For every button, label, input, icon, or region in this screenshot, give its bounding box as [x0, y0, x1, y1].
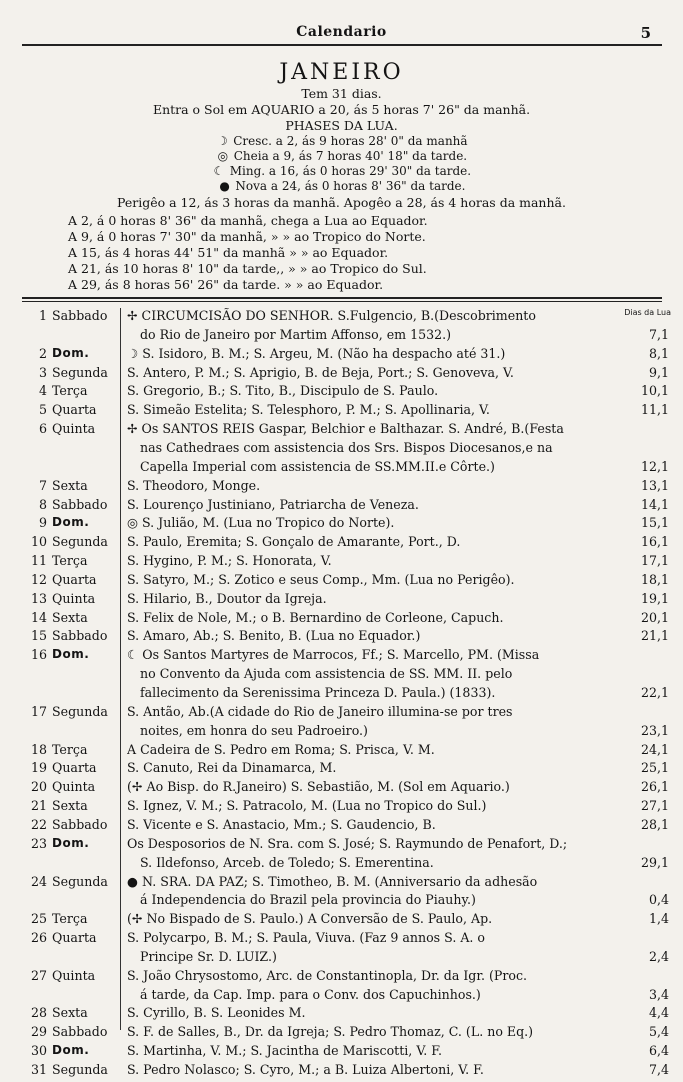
calendar-day-row: [0, 835, 683, 870]
moon-age-label: Dias da Lua: [624, 308, 671, 317]
moon-age: 14,1: [640, 496, 669, 512]
day-number: 11: [30, 553, 47, 569]
calendar-day-row: [0, 798, 683, 817]
calendar-day-row: [0, 911, 683, 930]
moon-age: 22,1: [640, 684, 669, 700]
weekday-name: Quarta: [52, 571, 97, 587]
moon-age: 6,4: [648, 1043, 669, 1059]
day-number: 16: [30, 647, 47, 663]
moon-age: 12,1: [640, 458, 669, 474]
last-quarter-moon-icon: ☾: [213, 164, 225, 178]
moon-age: 17,1: [640, 553, 669, 569]
phase-text: Cresc. a 2, ás 9 horas 28' 0" da manhã: [233, 134, 468, 148]
calendar-day-row: [0, 346, 683, 365]
moon-age: 0,4: [648, 892, 669, 908]
weekday-name: Quinta: [52, 779, 96, 795]
calendar-day-row: [0, 478, 683, 497]
moon-age: 18,1: [640, 571, 669, 587]
weekday-name: Terça: [52, 383, 88, 399]
day-entry-text: S. Antão, Ab.(A cidade do Rio de Janeiro illumina-se por tres: [127, 703, 513, 719]
moon-age: 28,1: [640, 816, 669, 832]
day-number: 28: [30, 1005, 47, 1021]
section-rule: [22, 297, 662, 299]
day-entry-text: ✢ Os SANTOS REIS Gaspar, Belchior e Balthazar. S. André, B.(Festa: [127, 421, 564, 437]
calendar-day-row: [0, 1043, 683, 1062]
weekday-name: Dom.: [52, 345, 90, 360]
day-number: 15: [30, 628, 47, 644]
day-entry-continuation: á Independencia do Brazil pela provincia do Piauhy.): [140, 892, 476, 908]
day-entry-text: ☽ S. Isidoro, B. M.; S. Argeu, M. (Não ha despacho até 31.): [127, 345, 506, 361]
moon-age: 21,1: [640, 628, 669, 644]
calendar-day-row: [0, 873, 683, 908]
day-entry-continuation: Capella Imperial com assistencia de SS.MM.II.e Côrte.): [140, 458, 495, 474]
calendar-day-row: [0, 1024, 683, 1043]
day-entry-text: S. Hygino, P. M.; S. Honorata, V.: [127, 553, 332, 569]
phase-text: Cheia a 9, ás 7 horas 40' 18" da tarde.: [233, 149, 468, 163]
day-entry-text: S. Satyro, M.; S. Zotico e seus Comp., Mm. (Lua no Perigêo).: [127, 571, 515, 587]
weekday-name: Segunda: [52, 873, 108, 889]
weekday-name: Sabbado: [52, 308, 108, 323]
moon-age: 24,1: [640, 741, 669, 757]
weekday-name: Sexta: [52, 477, 88, 493]
day-entry-continuation: noites, em honra do seu Padroeiro.): [140, 722, 368, 738]
calendar-day-row: [0, 760, 683, 779]
moon-age: 8,1: [648, 345, 669, 361]
weekday-name: Dom.: [52, 515, 90, 530]
day-entry-text: ● N. SRA. DA PAZ; S. Timotheo, B. M. (Anniversario da adhesão: [127, 873, 538, 889]
day-entry-text: S. Canuto, Rei da Dinamarca, M.: [127, 760, 337, 776]
day-number: 23: [30, 835, 47, 851]
calendar-day-row: [0, 553, 683, 572]
day-number: 17: [30, 703, 47, 719]
moon-age: 15,1: [640, 515, 669, 531]
day-entry-text: S. Vicente e S. Anastacio, Mm.; S. Gaudencio, B.: [127, 816, 436, 832]
day-entry-continuation: Principe Sr. D. LUIZ.): [140, 948, 277, 964]
calendar-day-row: [0, 383, 683, 402]
calendar-day-row: [0, 365, 683, 384]
moon-age: 5,4: [648, 1024, 669, 1040]
moon-age: 3,4: [648, 986, 669, 1002]
moon-age: 13,1: [640, 477, 669, 493]
page-header: [0, 24, 683, 42]
day-number: 19: [30, 760, 47, 776]
calendar-day-row: [0, 421, 683, 474]
day-entry-text: ✢ CIRCUMCISÃO DO SENHOR. S.Fulgencio, B.(Descobrimento: [127, 308, 536, 323]
day-entry-text: S. Polycarpo, B. M.; S. Paula, Viuva. (Faz 9 annos S. A. o: [127, 930, 486, 946]
first-quarter-moon-icon: ☽: [217, 134, 228, 148]
phase-text: Nova a 24, ás 0 horas 8' 36" da tarde.: [235, 179, 466, 193]
calendar-day-row: [0, 534, 683, 553]
weekday-name: Terça: [52, 741, 88, 757]
weekday-name: Terça: [52, 553, 88, 569]
weekday-name: Quinta: [52, 421, 96, 437]
day-number: 31: [30, 1062, 47, 1077]
day-number: 12: [30, 571, 47, 587]
day-entry-text: S. Felix de Nole, M.; o B. Bernardino de Corleone, Capuch.: [127, 609, 504, 625]
phase-first-quarter: [0, 134, 683, 148]
weekday-name: Segunda: [52, 364, 108, 380]
day-entry-continuation: do Rio de Janeiro por Martim Affonso, em 1532.): [140, 326, 452, 342]
weekday-name: Dom.: [52, 835, 90, 850]
day-entry-text: S. Pedro Nolasco; S. Cyro, M.; a B. Luiza Albertoni, V. F.: [127, 1062, 484, 1077]
calendar-day-row: [0, 930, 683, 964]
page-number: 5: [640, 24, 651, 42]
weekday-name: Quarta: [52, 760, 97, 776]
day-number: 14: [30, 609, 47, 625]
calendar-day-row: [0, 515, 683, 534]
calendar-day-row: [0, 497, 683, 516]
calendar-day-row: [0, 591, 683, 610]
day-entry-text: S. Cyrillo, B. S. Leonides M.: [127, 1005, 306, 1021]
equator-line: A 2, á 0 horas 8' 36" da manhã, chega a Lua ao Equador.: [68, 213, 428, 228]
calendar-day-row: [0, 967, 683, 1002]
day-entry-continuation: S. Ildefonso, Arceb. de Toledo; S. Emerentina.: [140, 854, 434, 870]
calendar-day-row: [0, 308, 683, 342]
weekday-name: Sexta: [52, 1005, 88, 1021]
weekday-name: Dom.: [52, 647, 90, 662]
day-entry-text: ◎ S. Julião, M. (Lua no Tropico do Norte).: [127, 515, 395, 531]
day-number: 6: [38, 421, 47, 437]
calendar-day-row: [0, 1062, 683, 1081]
equator-line: A 21, ás 10 horas 8' 10" da tarde,, » » ao Tropico do Sul.: [68, 261, 427, 276]
day-number: 9: [38, 515, 47, 531]
moon-age: 11,1: [640, 402, 669, 418]
weekday-name: Quinta: [52, 967, 96, 983]
day-number: 10: [30, 534, 47, 550]
weekday-name: Terça: [52, 911, 88, 927]
day-entry-continuation: á tarde, da Cap. Imp. para o Conv. dos Capuchinhos.): [140, 986, 481, 1002]
calendar-day-row: [0, 817, 683, 836]
day-entry-text: S. F. de Salles, B., Dr. da Igreja; S. Pedro Thomaz, C. (L. no Eq.): [127, 1024, 534, 1040]
day-entry-text: S. Antero, P. M.; S. Aprigio, B. de Beja, Port.; S. Genoveva, V.: [127, 364, 514, 380]
day-entry-text: S. Paulo, Eremita; S. Gonçalo de Amarante, Port., D.: [127, 534, 461, 550]
day-entry-continuation: nas Cathedraes com assistencia dos Srs. Bispos Diocesanos,e na: [140, 439, 553, 455]
equator-line: A 15, ás 4 horas 44' 51" da manhã » » ao Equador.: [68, 245, 389, 260]
weekday-name: Sexta: [52, 798, 88, 814]
day-number: 26: [30, 930, 47, 946]
moon-age: 27,1: [640, 798, 669, 814]
day-number: 21: [30, 798, 47, 814]
day-entry-continuation: fallecimento da Serenissima Princeza D. Paula.) (1833).: [140, 684, 496, 700]
weekday-name: Sabbado: [52, 816, 108, 832]
day-entry-text: S. Simeão Estelita; S. Telesphoro, P. M.; S. Apollinaria, V.: [127, 402, 490, 418]
phase-text: Ming. a 16, ás 0 horas 29' 30" da tarde.: [229, 164, 472, 178]
calendar-day-row: [0, 402, 683, 421]
weekday-name: Sabbado: [52, 628, 108, 644]
header-rule: [22, 44, 662, 46]
weekday-name: Quinta: [52, 590, 96, 606]
weekday-name: Quarta: [52, 930, 97, 946]
calendar-day-row: [0, 610, 683, 629]
day-number: 30: [30, 1043, 47, 1059]
calendar-day-row: [0, 779, 683, 798]
moon-age: 1,4: [648, 911, 669, 927]
moon-age: 4,4: [648, 1005, 669, 1021]
day-entry-continuation: no Convento da Ajuda com assistencia de SS. MM. II. pelo: [140, 666, 513, 682]
phase-last-quarter: [0, 164, 683, 178]
day-entry-text: Os Desposorios de N. Sra. com S. José; S. Raymundo de Penafort, D.;: [127, 835, 568, 851]
moon-age: 26,1: [640, 779, 669, 795]
moon-age: 16,1: [640, 534, 669, 550]
day-number: 24: [30, 873, 47, 889]
moon-age: 2,4: [648, 948, 669, 964]
day-number: 29: [30, 1024, 47, 1040]
calendar-day-row: [0, 572, 683, 591]
section-rule-thin: [22, 301, 662, 302]
day-entry-text: S. Amaro, Ab.; S. Benito, B. (Lua no Equador.): [127, 628, 421, 644]
day-number: 3: [38, 364, 47, 380]
day-number: 8: [38, 496, 47, 512]
moon-age: 7,4: [648, 1062, 669, 1077]
weekday-name: Sexta: [52, 609, 88, 625]
calendar-day-row: [0, 1005, 683, 1024]
month-days: Tem 31 dias.: [301, 86, 382, 101]
day-entry-text: S. Gregorio, B.; S. Tito, B., Discipulo de S. Paulo.: [127, 383, 439, 399]
day-entry-text: (✢ No Bispado de S. Paulo.) A Conversão de S. Paulo, Ap.: [127, 911, 493, 927]
moon-age: 7,1: [648, 326, 669, 342]
phases-title: PHASES DA LUA.: [285, 118, 398, 133]
day-number: 22: [30, 816, 47, 832]
moon-age: 23,1: [640, 722, 669, 738]
weekday-name: Segunda: [52, 703, 108, 719]
day-entry-text: S. Martinha, V. M.; S. Jacintha de Mariscotti, V. F.: [127, 1043, 442, 1059]
day-number: 25: [30, 911, 47, 927]
moon-age: 10,1: [640, 383, 669, 399]
sun-entry: Entra o Sol em AQUARIO a 20, ás 5 horas 7' 26" da manhã.: [152, 102, 531, 117]
running-title: Calendario: [296, 24, 387, 40]
day-entry-text: S. João Chrysostomo, Arc. de Constantinopla, Dr. da Igr. (Proc.: [127, 967, 528, 983]
day-entry-text: S. Theodoro, Monge.: [127, 477, 261, 493]
day-entry-text: S. Hilario, B., Doutor da Igreja.: [127, 590, 327, 606]
equator-line: A 9, á 0 horas 7' 30" da manhã, » » ao Tropico do Norte.: [68, 229, 426, 244]
moon-age: 25,1: [640, 760, 669, 776]
month-title: JANEIRO: [279, 60, 404, 85]
moon-age: 20,1: [640, 609, 669, 625]
new-moon-icon: ●: [219, 179, 230, 193]
day-number: 1: [38, 308, 47, 323]
weekday-name: Sabbado: [52, 496, 108, 512]
day-number: 20: [30, 779, 47, 795]
moon-age: 29,1: [640, 854, 669, 870]
day-number: 7: [38, 477, 47, 493]
weekday-name: Sabbado: [52, 1024, 108, 1040]
moon-age: 9,1: [648, 364, 669, 380]
day-entry-text: S. Lourenço Justiniano, Patriarcha de Veneza.: [127, 496, 419, 512]
calendar-day-row: [0, 742, 683, 761]
phase-new-moon: [0, 179, 683, 193]
phase-full-moon: [0, 149, 683, 163]
day-number: 18: [30, 741, 47, 757]
day-number: 4: [38, 383, 47, 399]
equator-line: A 29, ás 8 horas 56' 26" da tarde. » » ao Equador.: [68, 277, 384, 292]
perigee-apogee: Perigêo a 12, ás 3 horas da manhã. Apogêo a 28, ás 4 horas da manhã.: [117, 195, 566, 210]
full-moon-icon: ◎: [217, 149, 229, 163]
day-entry-text: A Cadeira de S. Pedro em Roma; S. Prisca, V. M.: [127, 741, 435, 757]
weekday-name: Dom.: [52, 1043, 90, 1058]
weekday-name: Segunda: [52, 534, 108, 550]
calendar-day-row: [0, 628, 683, 647]
day-number: 2: [38, 345, 47, 361]
moon-age: 19,1: [640, 590, 669, 606]
weekday-name: Segunda: [52, 1062, 108, 1077]
day-number: 13: [30, 590, 47, 606]
day-entry-text: S. Ignez, V. M.; S. Patracolo, M. (Lua no Tropico do Sul.): [127, 798, 487, 814]
day-entry-text: (✢ Ao Bisp. do R.Janeiro) S. Sebastião, M. (Sol em Aquario.): [127, 779, 510, 795]
calendar-day-row: [0, 703, 683, 738]
weekday-name: Quarta: [52, 402, 97, 418]
calendar-day-row: [0, 647, 683, 700]
day-entry-text: ☾ Os Santos Martyres de Marrocos, Ff.; S. Marcello, PM. (Missa: [127, 647, 540, 663]
day-number: 5: [38, 402, 47, 418]
day-number: 27: [30, 967, 47, 983]
